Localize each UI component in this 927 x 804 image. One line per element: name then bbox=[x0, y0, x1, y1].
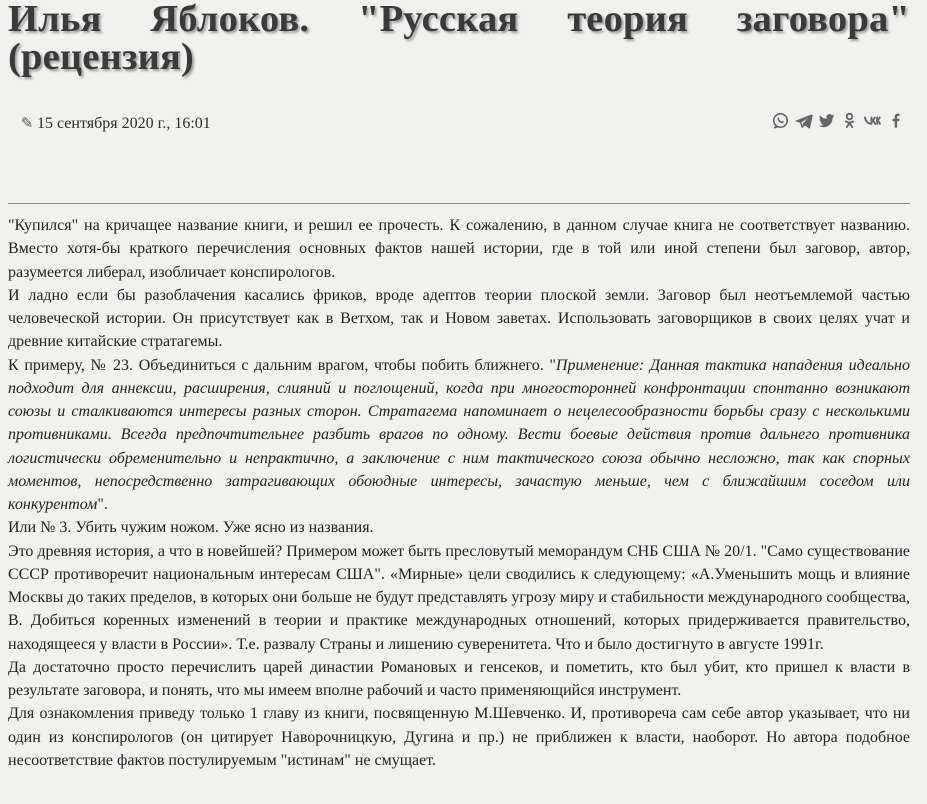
paragraph-4: Или № 3. Убить чужим ножом. Уже ясно из названия. bbox=[8, 519, 374, 537]
twitter-icon[interactable] bbox=[816, 110, 837, 131]
paragraph-7: Для ознакомления приведу только 1 главу из книги, посвященную М.Шевченко. И, противореча сам себе автор указывает, что ни один из конспирологов (он цитирует Наворочницкую, Дугина и пр.) не приближен к власти, наоборот. Но автора подобное несоответствие фактов постулируемым "истинам" не смущает. bbox=[8, 705, 910, 769]
whatsapp-icon[interactable] bbox=[770, 110, 791, 131]
article-meta bbox=[8, 90, 910, 148]
odnoklassniki-icon[interactable] bbox=[839, 110, 860, 131]
stratagem-quote: Применение: Данная тактика нападения идеально подходит для аннексии, расширения, слияний и поглощений, когда при многосторонней конфронтации спонтанно возникают союзы и сталкиваются интересы разных сторон. Стратагема напоминает о нецелесообразности борьбы сразу с несколькими противниками. Всегда предпочтительнее разбить врагов по одному. Вести боевые действия против дальнего противника логистически обременительно и непрактично, а заключение с ним тактического союза обычно несложно, так как спорных моментов, непосредственно затрагивающих обоюдные интересы, зачастую меньше, чем с ближайшим соседом или конкурентом bbox=[8, 356, 910, 513]
publish-date bbox=[20, 114, 211, 134]
paragraph-5: Это древняя история, а что в новейшей? Примером может быть пресловутый меморандум СНБ США № 20/1. "Само существование СССР противоречит национальным интересам США". «Мирные» цели сводились к следующему: «А.Уменьшить мощь и влияние Москвы до таких пределов, в которых они больше не будут представлять угрозу миру и стабильности международного сообщества, В. Добиться коренных изменений в теории и практике международных отношений, которых придерживается правительство, находящееся у власти в России». Т.е. развалу Страны и лишению суверенитета. Что и было достигнуто в августе 1991г. bbox=[8, 542, 910, 653]
facebook-icon[interactable] bbox=[885, 110, 906, 131]
vk-icon[interactable] bbox=[862, 110, 883, 131]
paragraph-1: "Купился" на кричащее название книги, и решил ее прочесть. К сожалению, в данном случае книга не соответствует названию. Вместо хотя-бы краткого перечисления основных фактов нашей истории, где в той или иной степени был заговор, автор, разумеется либерал, изобличает конспирологов. bbox=[8, 217, 910, 281]
telegram-icon[interactable] bbox=[793, 110, 814, 131]
paragraph-3-tail: ". bbox=[97, 496, 108, 513]
share-buttons bbox=[770, 110, 906, 131]
article-title: Илья Яблоков. "Русская теория заговора" (рецензия) bbox=[8, 0, 910, 78]
article-body bbox=[8, 214, 910, 772]
paragraph-2: И ладно если бы разоблачения касались фриков, вроде адептов теории плоской земли. Заговор был неотъемлемой частью человеческой истории. Он присутствует как в Ветхом, так и Новом заветах. Использовать заговорщиков в своих целях учат и древние китайские стратагемы. bbox=[8, 286, 910, 351]
paragraph-6: Да достаточно просто перечислить царей династии Романовых и генсеков, и пометить, кто был убит, кто пришел к власти в результате заговора, и понять, что мы имеем вполне рабочий и часто применяющийся инструмент. bbox=[8, 658, 910, 699]
content-divider bbox=[8, 203, 910, 204]
pencil-icon: ✎ bbox=[20, 116, 34, 132]
paragraph-3-lead: К примеру, № 23. Объединиться с дальним врагом, чтобы побить ближнего. " bbox=[8, 356, 556, 374]
article-page bbox=[8, 0, 910, 772]
publish-date-text: 15 сентября 2020 г., 16:01 bbox=[37, 115, 211, 132]
paragraph-3 bbox=[8, 354, 910, 517]
